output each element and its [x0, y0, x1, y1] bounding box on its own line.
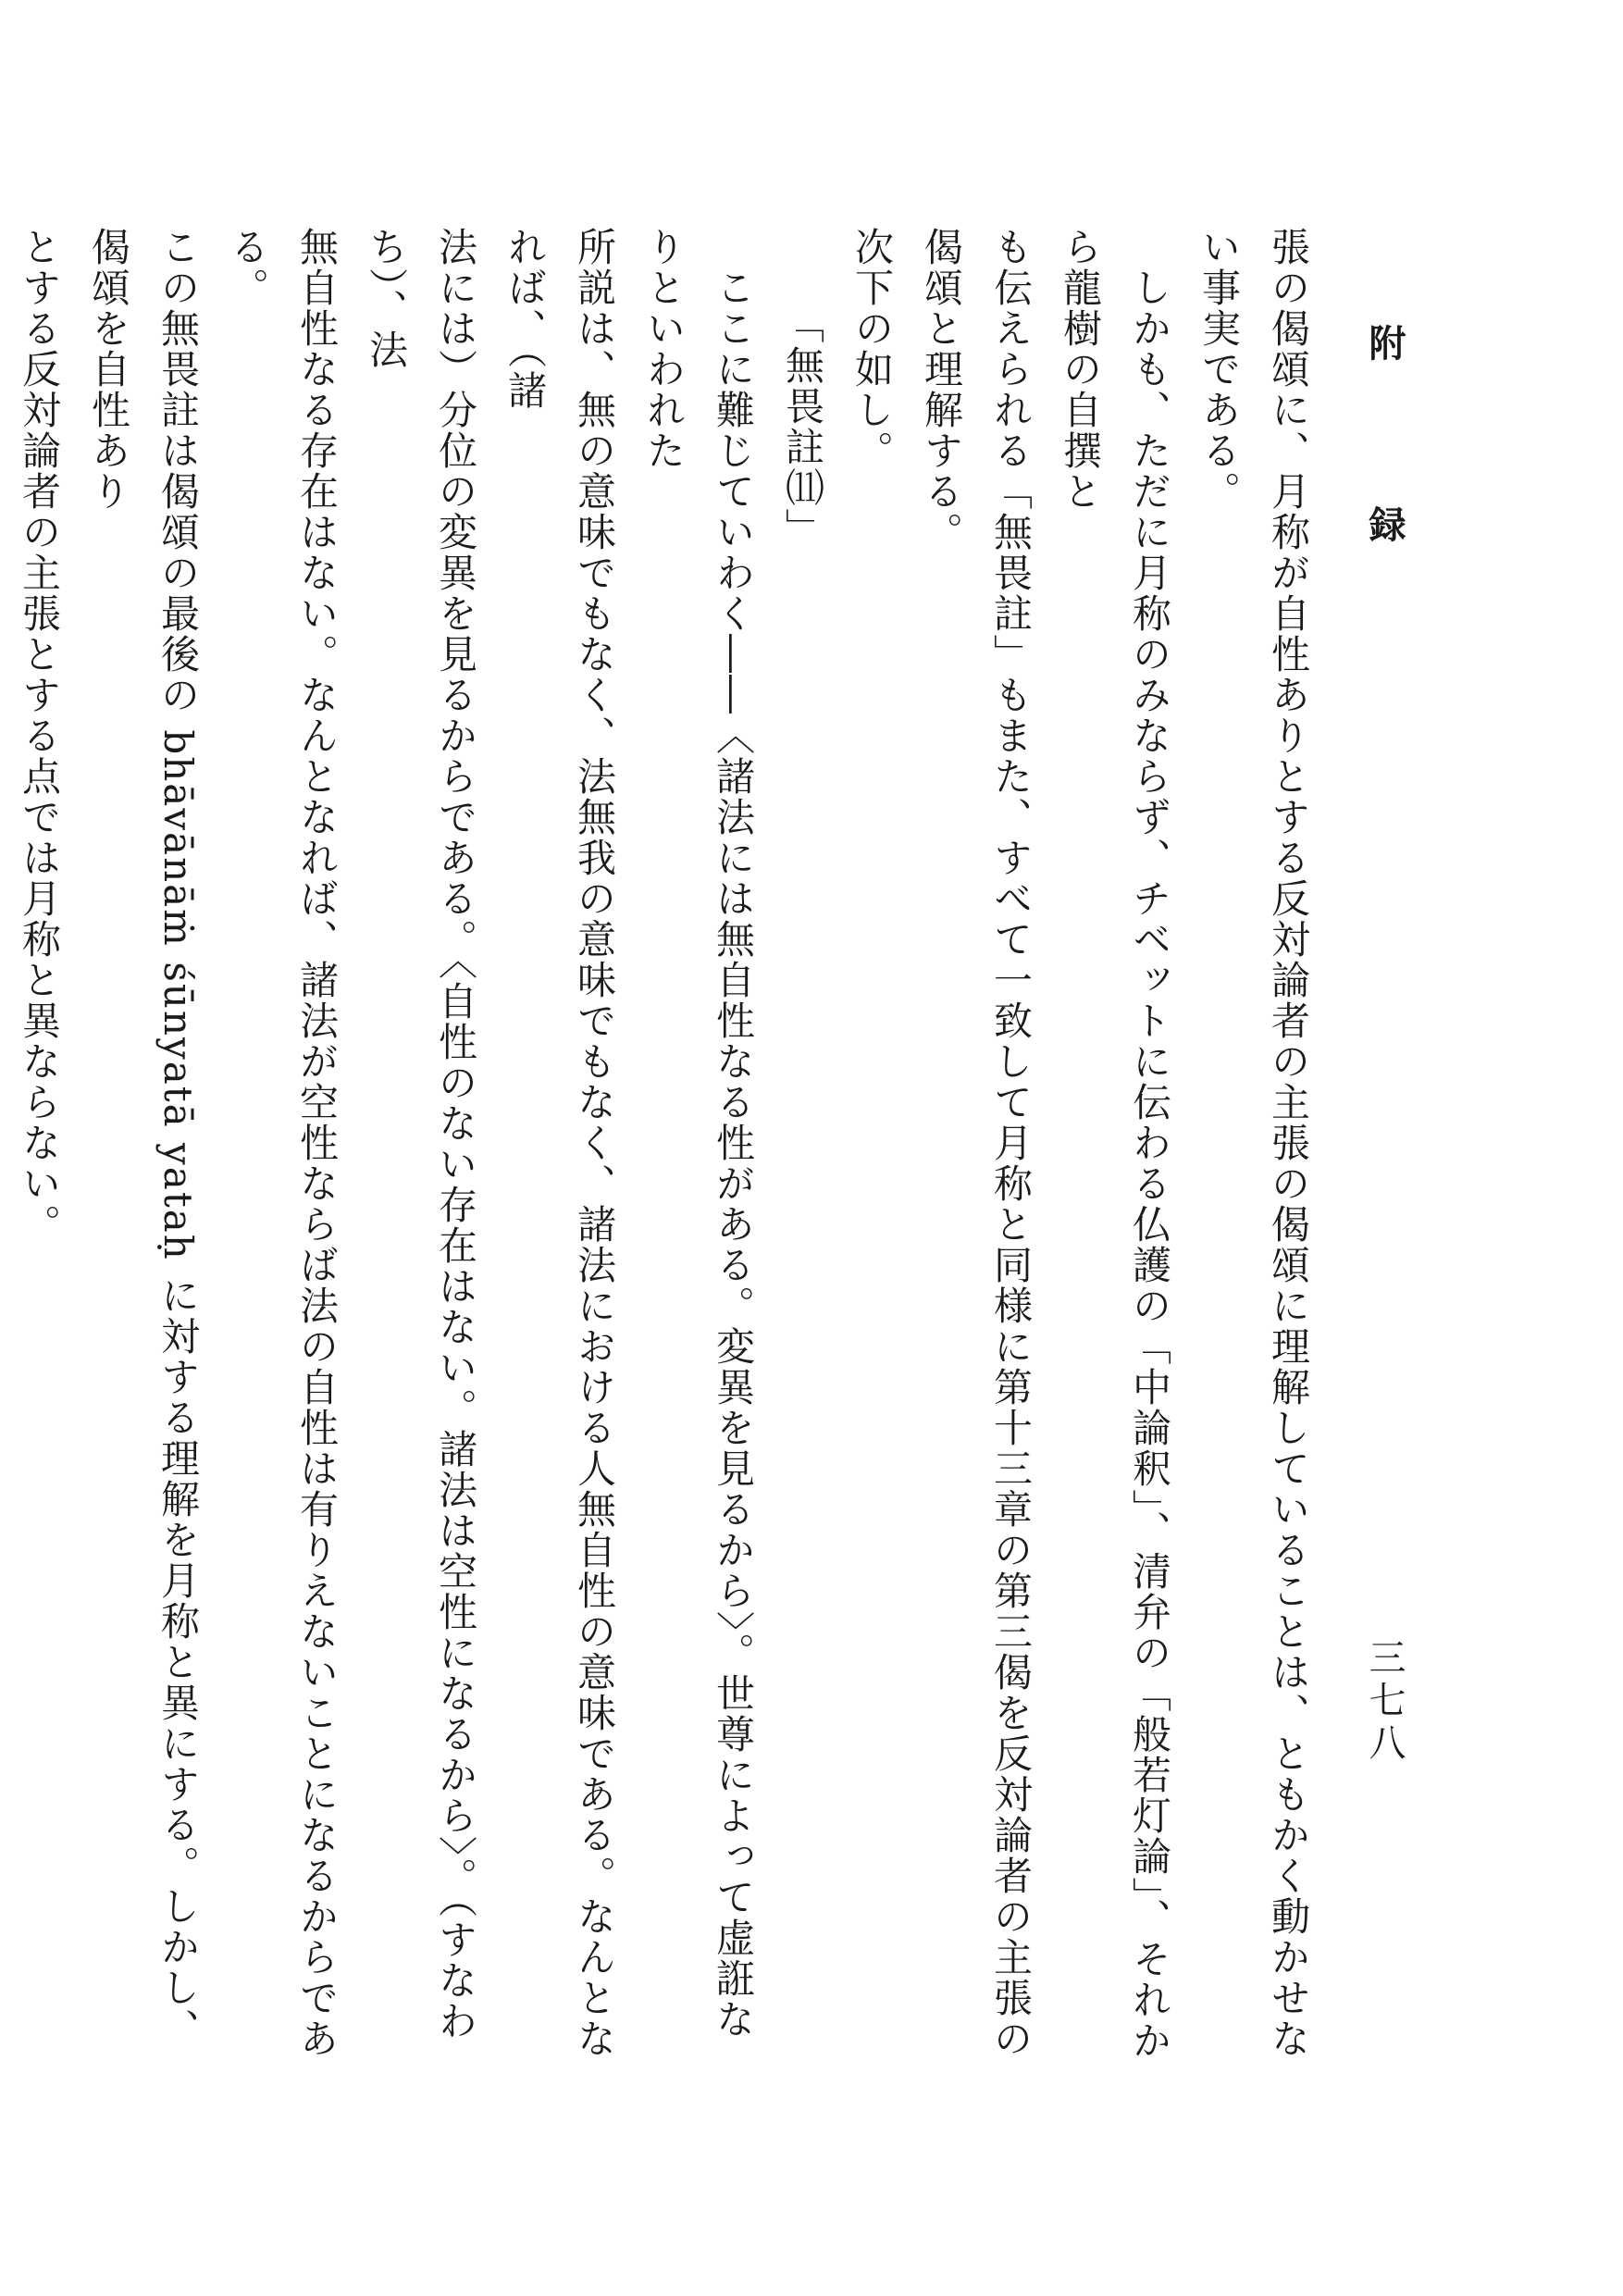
text-line: 無自性なる存在はない。なんとなれば、諸法が空性ならば法の自性は有りえないことになるからである。	[225, 227, 340, 2059]
text-line: 張の偈頌に、月称が自性ありとする反対論者の主張の偈頌に理解していることは、ともかく動かせない事実である。	[1196, 227, 1311, 2059]
text-line: 次下の如し。	[849, 227, 895, 471]
text-line: この無畏註は偈頌の最後の bhāvānāṁ śūnyatā yataḥ に対する理解を月称と異にする。しかし、偈頌を自性あり	[86, 227, 201, 2050]
section-heading: 「無畏註⑾」	[780, 304, 825, 549]
body-text	[17, 227, 1323, 2064]
text-line: も伝えられる「無畏註」もまた、すべて一致して月称と同様に第十三章の第三偈を反対論者の主張の偈頌と理解する。	[919, 227, 1034, 2059]
text-line: ここに難じていわく――〈諸法には無自性なる性がある。変異を見るから〉。世尊によって虚誑なりといわれた	[641, 227, 756, 2040]
text-line: しかも、ただに月称のみならず、チベットに伝わる仏護の「中論釈」、清弁の「般若灯論」、それから龍樹の自撰と	[1058, 227, 1172, 2061]
text-line: 所説は、無の意味でもなく、法無我の意味でもなく、諸法における人無自性の意味である。なんとなれば、（諸	[502, 227, 617, 2059]
page-number: 三七八	[1363, 1638, 1406, 1766]
text-line: とする反対論者の主張とする点では月称と異ならない。	[17, 227, 62, 1245]
running-header: 附 録	[1363, 324, 1406, 596]
text-line: 法には）分位の変異を見るからである。〈自性のない存在はない。諸法は空性になるから〉。（すなわち）、法	[364, 227, 478, 2042]
